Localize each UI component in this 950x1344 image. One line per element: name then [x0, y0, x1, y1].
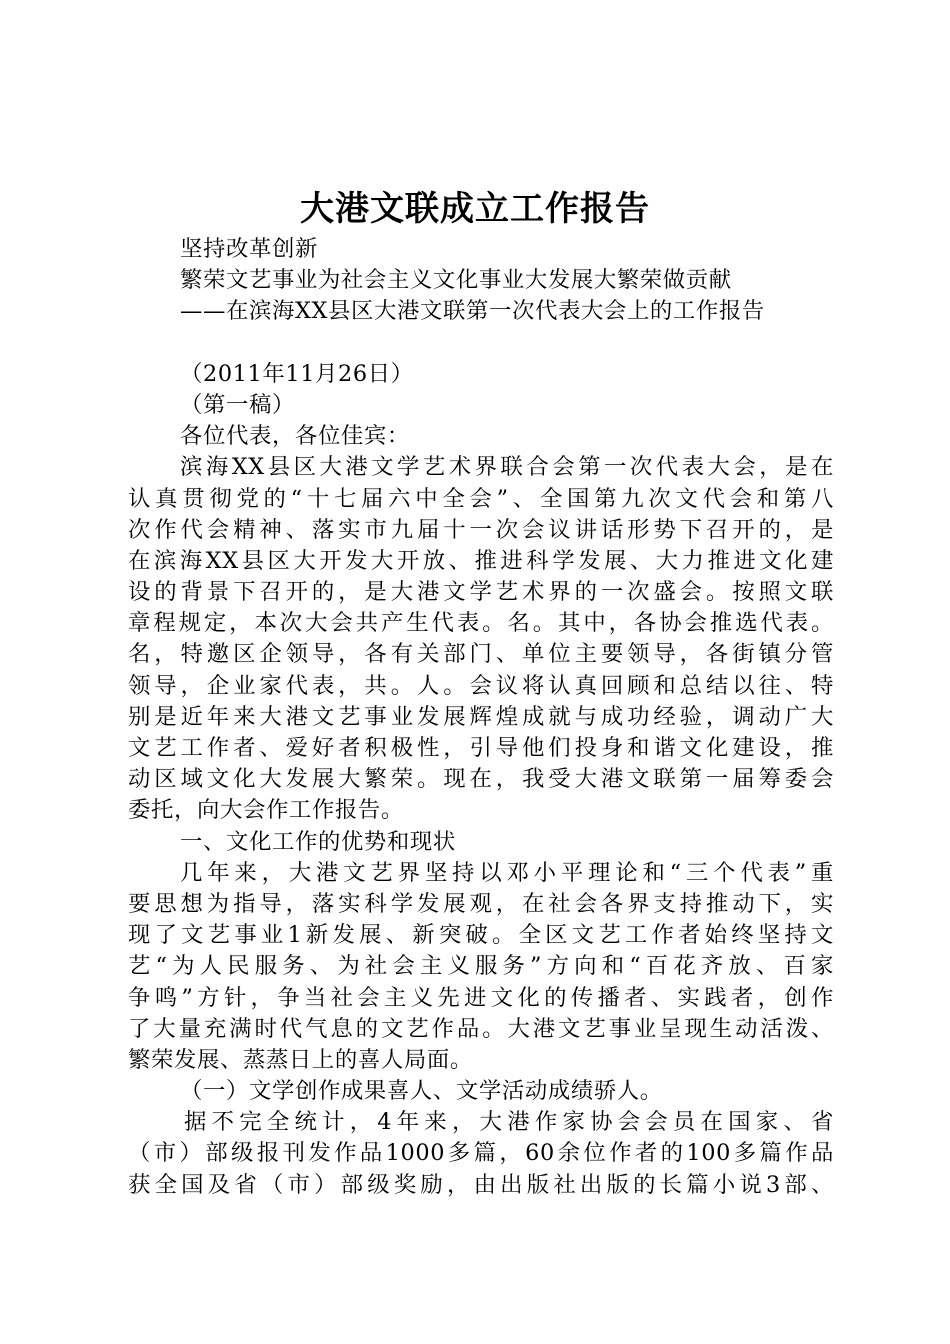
paragraph-line: 几年来，大港文艺界坚持以邓小平理论和“三个代表”重 [180, 859, 834, 886]
paragraph-line: 次作代会精神、落实市九届十一次会议讲话形势下召开的，是 [128, 516, 834, 543]
paragraph-line: （市）部级报刊发作品1000多篇，60余位作者的100多篇作品 [128, 1140, 834, 1167]
paragraph-line: 在滨海XX县区大开发大开放、推进科学发展、大力推进文化建 [128, 547, 834, 574]
paragraph-line: 要思想为指导，落实科学发展观，在社会各界支持推动下，实 [128, 890, 834, 917]
document-body [128, 234, 834, 1201]
paragraph-line: 别是近年来大港文艺事业发展辉煌成就与成功经验，调动广大 [128, 703, 834, 730]
paragraph-line: 据不完全统计，4年来，大港作家协会会员在国家、省 [184, 1109, 834, 1136]
paragraph-line: 认真贯彻党的“十七届六中全会”、全国第九次文代会和第八 [128, 485, 834, 512]
blank-line [128, 328, 834, 359]
paragraph-2 [128, 858, 834, 1076]
paragraph-1 [128, 452, 834, 826]
paragraph-line: 设的背景下召开的，是大港文学艺术界的一次盛会。按照文联 [128, 579, 834, 606]
paragraph-3 [128, 1107, 834, 1201]
paragraph-line: 章程规定，本次大会共产生代表。名。其中，各协会推选代表。 [128, 610, 834, 637]
subtitle-line: 坚持改革创新 [180, 236, 318, 262]
paragraph-line: 动区域文化大发展大繁荣。现在，我受大港文联第一届筹委会 [128, 766, 834, 793]
paragraph-line: 争鸣”方针，争当社会主义先进文化的传播者、实践者，创作 [128, 984, 834, 1011]
paragraph-line: 领导，企业家代表，共。人。会议将认真回顾和总结以往、特 [128, 672, 834, 699]
paragraph-line: 委托，向大会作工作报告。 [128, 797, 404, 824]
paragraph-line: 了大量充满时代气息的文艺作品。大港文艺事业呈现生动活泼、 [128, 1015, 834, 1042]
subtitle-line: ——在滨海XX县区大港文联第一次代表大会上的工作报告 [180, 298, 765, 325]
document-title: 大港文联成立工作报告 [300, 189, 650, 229]
paragraph-line: 滨海XX县区大港文学艺术界联合会第一次代表大会，是在 [180, 454, 834, 481]
draft-label: （第一稿） [180, 391, 295, 418]
subsection-heading: （一）文学创作成果喜人、文学活动成绩骄人。 [180, 1078, 663, 1105]
subtitle-line: 繁荣文艺事业为社会主义文化事业大发展大繁荣做贡献 [180, 267, 732, 294]
paragraph-line: 艺“为人民服务、为社会主义服务”方向和“百花齐放、百家 [128, 953, 834, 980]
paragraph-line: 文艺工作者、爱好者积极性，引导他们投身和谐文化建设，推 [128, 735, 834, 761]
section-heading: 一、文化工作的优势和现状 [180, 828, 456, 855]
greeting: 各位代表，各位佳宾： [180, 423, 410, 450]
paragraph-line: 繁荣发展、蒸蒸日上的喜人局面。 [128, 1046, 473, 1073]
paragraph-line: 名，特邀区企领导，各有关部门、单位主要领导，各街镇分管 [128, 641, 834, 668]
paragraph-line: 获全国及省（市）部级奖励，由出版社出版的长篇小说3部、 [128, 1171, 834, 1198]
paragraph-line: 现了文艺事业1新发展、新突破。全区文艺工作者始终坚持文 [128, 922, 834, 949]
report-date: （2011年11月26日） [180, 360, 414, 387]
